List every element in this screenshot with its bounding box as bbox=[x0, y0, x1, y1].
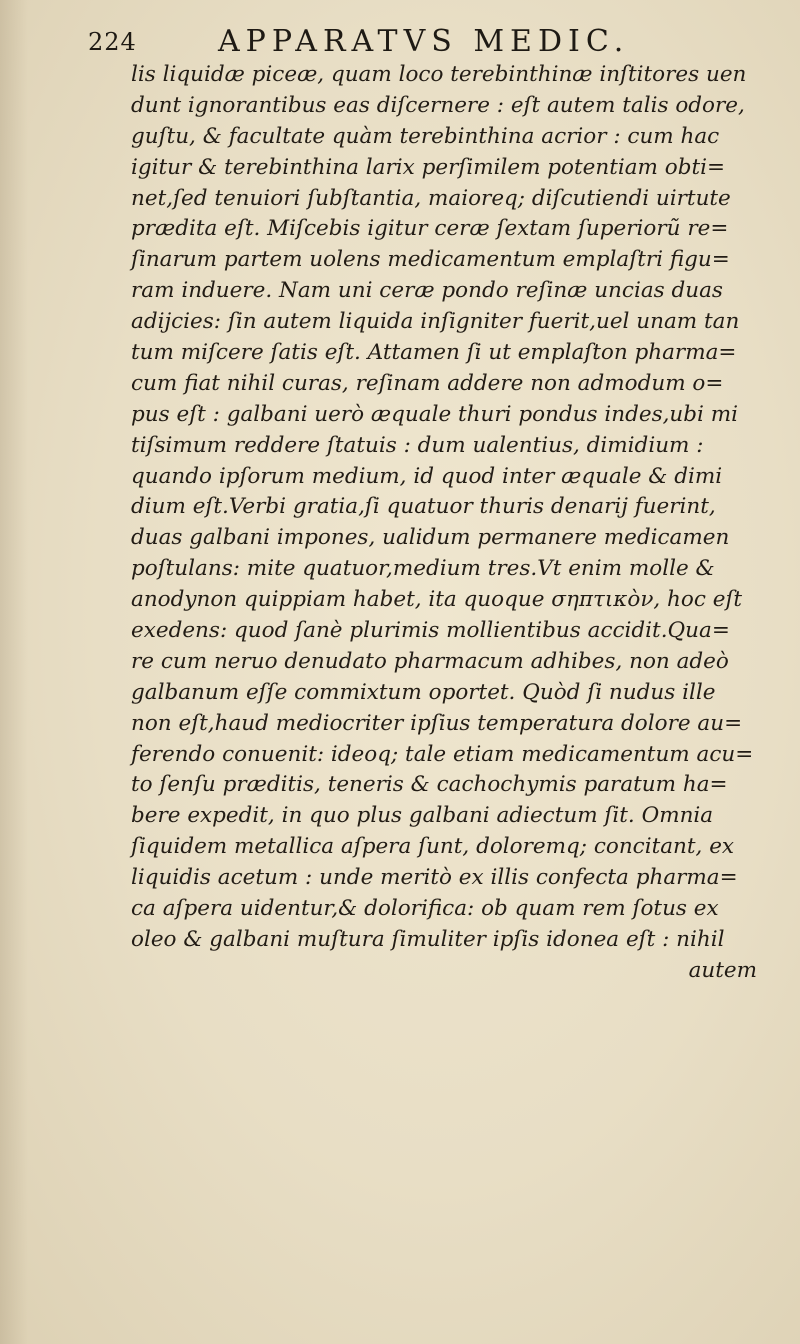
text-line: duas galbani impones, ualidum permanere medicamen bbox=[131, 525, 730, 551]
text-line: cum fiat nihil curas, reſinam addere non admodum o= bbox=[131, 370, 724, 396]
running-head bbox=[88, 20, 708, 60]
page-number: 224 bbox=[88, 28, 137, 56]
text-line: poſtulans: mite quatuor,medium tres.Vt enim molle & bbox=[131, 556, 715, 582]
text-line: galbanum eſſe commixtum oportet. Quòd ſi nudus ille bbox=[131, 679, 716, 705]
text-line: adijcies: ſin autem liquida inſigniter fuerit,uel unam tan bbox=[131, 309, 740, 335]
text-line: ram induere. Nam uni ceræ pondo reſinæ uncias duas bbox=[131, 278, 723, 304]
text-line: re cum neruo denudato pharmacum adhibes, non adeò bbox=[131, 648, 729, 674]
text-line: net,ſed tenuiori ſubſtantia, maioreq; diſcutiendi uirtute bbox=[131, 185, 731, 211]
text-line: exedens: quod ſanè plurimis mollientibus accidit.Qua= bbox=[131, 618, 730, 644]
body-text bbox=[131, 60, 771, 987]
text-line: prædita eſt. Miſcebis igitur ceræ ſextam ſuperiorũ re= bbox=[131, 216, 729, 242]
text-line: ſiquidem metallica aſpera ſunt, doloremq; concitant, ex bbox=[131, 834, 735, 860]
text-line: ca aſpera uidentur,& dolorifica: ob quam rem ſotus ex bbox=[131, 896, 719, 922]
text-line: pus eſt : galbani uerò æquale thuri pondus indes,ubi mi bbox=[131, 401, 739, 427]
text-line: lis liquidæ piceæ, quam loco terebinthinæ inſtitores uen bbox=[131, 62, 747, 87]
text-line: ſinarum partem uolens medicamentum emplaſtri figu= bbox=[131, 247, 730, 273]
text-line: guſtu, & facultate quàm terebinthina acrior : cum hac bbox=[131, 123, 720, 149]
text-line: non eſt,haud mediocriter ipſius temperatura dolore au= bbox=[131, 710, 743, 736]
text-line: quando ipſorum medium, id quod inter æquale & dimi bbox=[131, 463, 723, 489]
text-line: liquidis acetum : unde meritò ex illis confecta pharma= bbox=[131, 865, 738, 891]
text-line: dium eſt.Verbi gratia,ſi quatuor thuris denarij fuerint, bbox=[131, 494, 716, 520]
catchword: autem bbox=[688, 957, 757, 983]
text-line: bere expedit, in quo plus galbani adiectum ſit. Omnia bbox=[131, 803, 714, 829]
text-line: anodynon quippiam habet, ita quoque σηπτικὸν, hoc eſt bbox=[131, 587, 743, 613]
text-line: dunt ignorantibus eas diſcernere : eſt autem talis odore, bbox=[131, 92, 745, 118]
text-line: ferendo conuenit: ideoq; tale etiam medicamentum acu= bbox=[131, 741, 754, 767]
text-line: tum miſcere ſatis eſt. Attamen ſi ut emplaſton pharma= bbox=[131, 340, 737, 366]
text-line: to ſenſu præditis, teneris & cachochymis paratum ha= bbox=[131, 772, 728, 798]
text-line: oleo & galbani muſtura ſimuliter ipſis idonea eſt : nihil bbox=[131, 926, 725, 952]
text-line: tiſsimum reddere ſtatuis : dum ualentius, dimidium : bbox=[131, 432, 704, 458]
gutter-shadow bbox=[0, 0, 28, 1344]
running-title: APPARATVS MEDIC. bbox=[218, 24, 630, 59]
text-line: igitur & terebinthina larix perſimilem potentiam obti= bbox=[131, 154, 726, 180]
